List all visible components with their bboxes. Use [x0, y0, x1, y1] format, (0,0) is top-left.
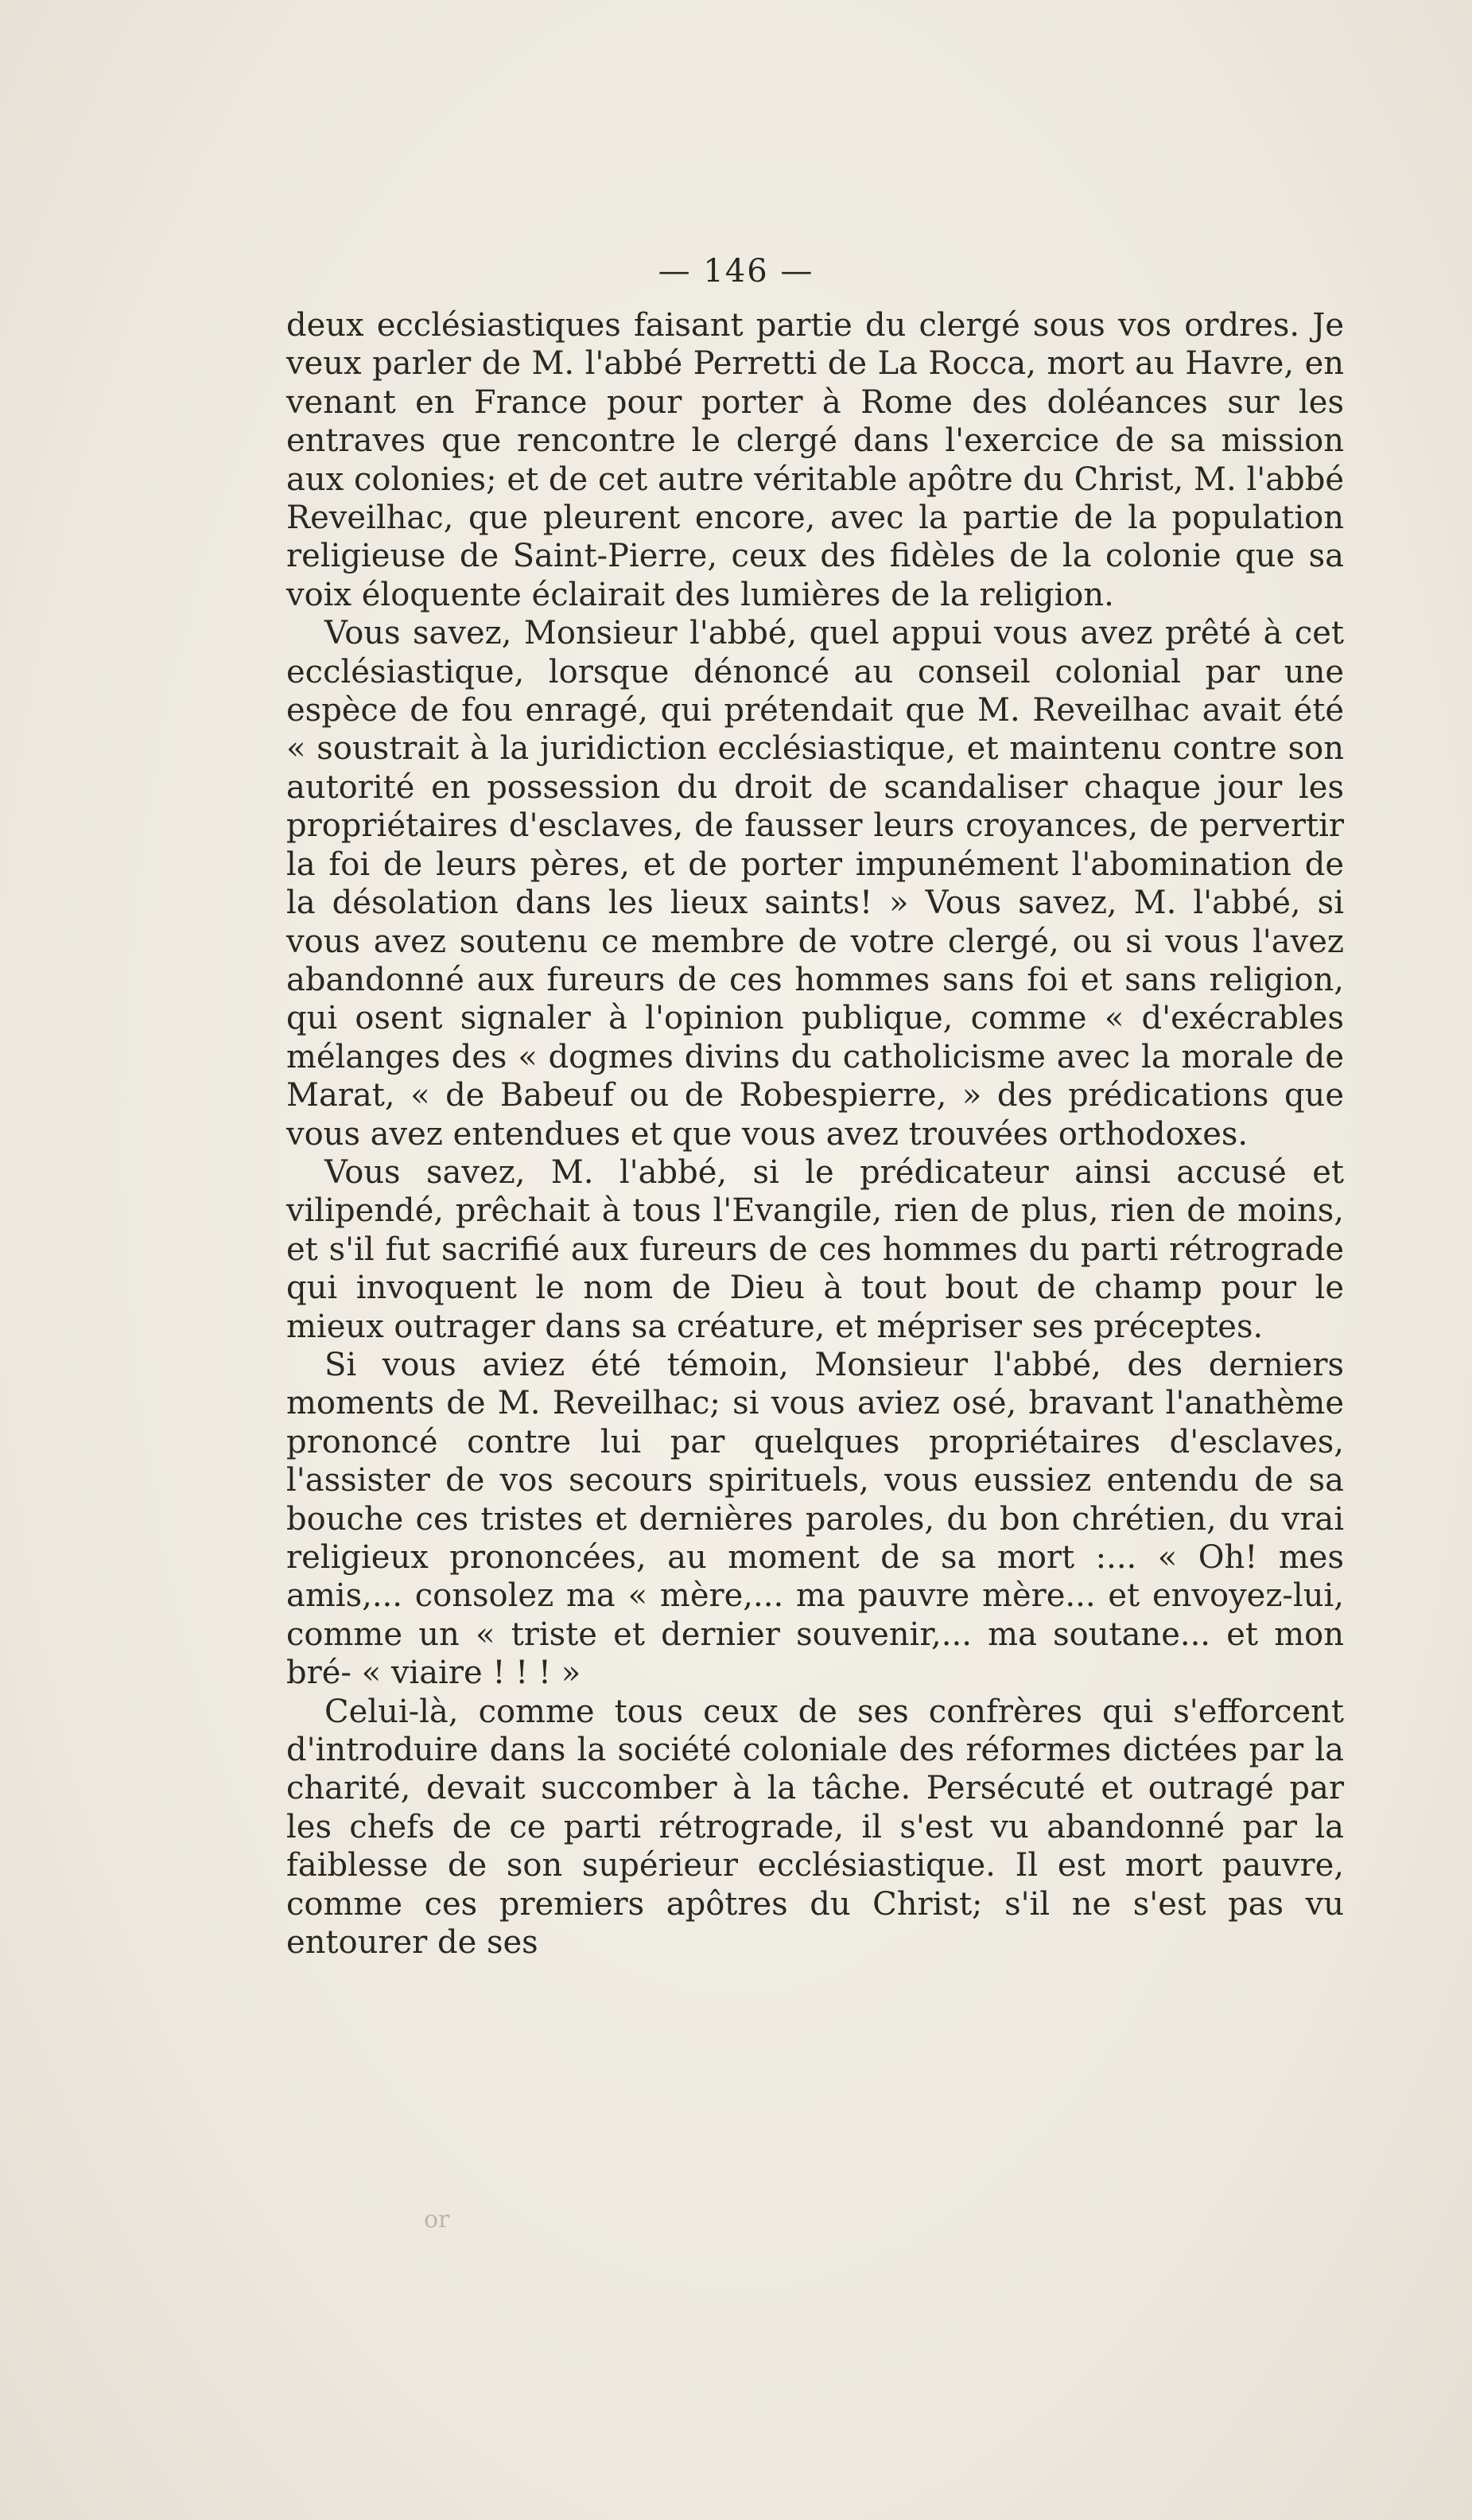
page-number: — 146 — — [658, 253, 814, 290]
paragraph: Vous savez, Monsieur l'abbé, quel appui vous avez prêté à cet ecclésiastique, lorsque dénoncé au conseil colonial par une espèce de fou enragé, qui prétendait que M. Reveilhac avait été « soustrait à la juridiction ecclésiastique, et maintenu contre son autorité en possession du droit de scandaliser chaque jour les propriétaires d'esclaves, de fausser leurs croyances, de pervertir la foi de leurs pères, et de porter impunément l'abomination de la désolation dans les lieux saints! » Vous savez, M. l'abbé, si vous avez soutenu ce membre de votre clergé, ou si vous l'avez abandonné aux fureurs de ces hommes sans foi et sans religion, qui osent signaler à l'opinion publique, comme « d'exécrables mélanges des « dogmes divins du catholicisme avec la morale de Marat, « de Babeuf ou de Robespierre, » des prédications que vous avez entendues et que vous avez trouvées orthodoxes. — [286, 615, 1344, 1153]
paragraph: deux ecclésiastiques faisant partie du clergé sous vos ordres. Je veux parler de M. l'abbé Perretti de La Rocca, mort au Havre, en venant en France pour porter à Rome des doléances sur les entraves que rencontre le clergé dans l'exercice de sa mission aux colonies; et de cet autre véritable apôtre du Christ, M. l'abbé Reveilhac, que pleurent encore, avec la partie de la population religieuse de Saint-Pierre, ceux des fidèles de la colonie que sa voix éloquente éclairait des lumières de la religion. — [286, 307, 1344, 613]
paragraph: Celui-là, comme tous ceux de ses confrères qui s'efforcent d'introduire dans la société coloniale des réformes dictées par la charité, devait succomber à la tâche. Persécuté et outragé par les chefs de ce parti rétrograde, il s'est vu abandonné par la faiblesse de son supérieur ecclésiastique. Il est mort pauvre, comme ces premiers apôtres du Christ; s'il ne s'est pas vu entourer de ses — [286, 1693, 1344, 1962]
body-text — [286, 306, 1344, 1962]
paragraph: Si vous aviez été témoin, Monsieur l'abbé, des derniers moments de M. Reveilhac; si vous aviez osé, bravant l'anathème prononcé contre lui par quelques propriétaires d'esclaves, l'assister de vos secours spirituels, vous eussiez entendu de sa bouche ces tristes et dernières paroles, du bon chrétien, du vrai religieux prononcées, au moment de sa mort :... « Oh! mes amis,... consolez ma « mère,... ma pauvre mère... et envoyez-lui, comme un « triste et dernier souvenir,... ma soutane... et mon bré- « viaire ! ! ! » — [286, 1346, 1344, 1692]
paragraph: Vous savez, M. l'abbé, si le prédicateur ainsi accusé et vilipendé, prêchait à tous l'Evangile, rien de plus, rien de moins, et s'il fut sacrifié aux fureurs de ces hommes du parti rétrograde qui invoquent le nom de Dieu à tout bout de champ pour le mieux outrager dans sa créature, et mépriser ses préceptes. — [286, 1153, 1344, 1345]
catchword: or — [424, 2206, 450, 2234]
